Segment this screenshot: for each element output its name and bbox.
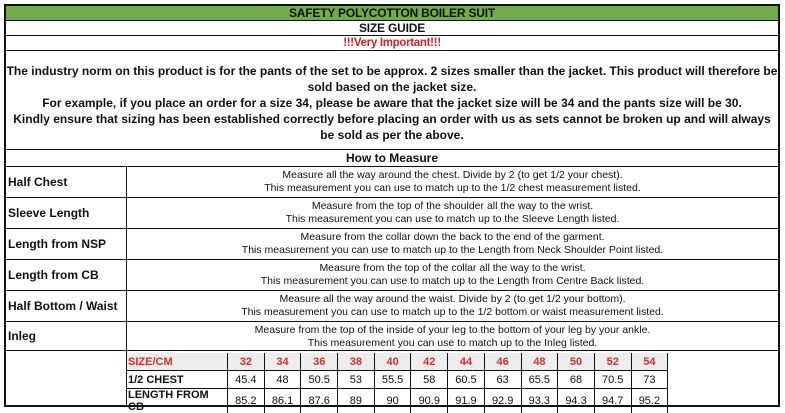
size-cell: 48 — [521, 353, 558, 371]
size-cell: 40 — [374, 353, 411, 371]
size-cell: 52 — [594, 353, 631, 371]
value-cell: 92.9 — [484, 389, 521, 413]
value-cell: 45.4 — [228, 371, 265, 389]
notice-line-2: For example, if you place an order for a size 34, please be aware that the jacket size will be 34 and the pants size will be 30. — [6, 95, 778, 111]
size-cell: 38 — [338, 353, 375, 371]
measure-label: Inleg — [6, 322, 127, 350]
value-cell: 55.5 — [374, 371, 411, 389]
measure-usage: This measurement you can use to match up to the Inleg listed. — [127, 337, 778, 350]
sizing-notice — [4, 51, 780, 150]
measure-row-half-bottom-waist — [4, 291, 780, 322]
measure-instruction: Measure from the collar down the back to the end of the garment. — [127, 231, 778, 244]
measure-description — [127, 229, 778, 259]
value-cell: 85.2 — [228, 389, 265, 413]
value-cell: 94.3 — [558, 389, 595, 413]
measure-row-half-chest — [4, 167, 780, 198]
measure-description — [127, 198, 778, 228]
important-banner: !!!Very Important!!! — [4, 36, 780, 51]
value-cell: 68 — [558, 371, 595, 389]
size-cell: 46 — [484, 353, 521, 371]
size-cell: 44 — [448, 353, 485, 371]
product-title: SAFETY POLYCOTTON BOILER SUIT — [4, 4, 780, 21]
value-cell: 86.1 — [264, 389, 301, 413]
measure-instruction: Measure all the way around the waist. Divide by 2 (to get 1/2 your bottom). — [127, 293, 778, 306]
value-cell: 70.5 — [594, 371, 631, 389]
size-guide-heading: SIZE GUIDE — [4, 21, 780, 36]
value-cell: 60.5 — [448, 371, 485, 389]
measure-usage: This measurement you can use to match up to the 1/2 chest measurement listed. — [127, 182, 778, 195]
size-guide-sheet — [4, 4, 780, 407]
measure-usage: This measurement you can use to match up to the Sleeve Length listed. — [127, 213, 778, 226]
measure-instruction: Measure from the top of the collar all the way to the wrist. — [127, 262, 778, 275]
measure-usage: This measurement you can use to match up to the 1/2 bottom or waist measurement listed. — [127, 306, 778, 319]
value-cell: 94.7 — [594, 389, 631, 413]
value-cell: 87.6 — [301, 389, 338, 413]
notice-line-3: Kindly ensure that sizing has been established correctly before placing an order with us as sets cannot be broken up and will always be sold as per the above. — [6, 111, 778, 143]
measure-label: Half Chest — [6, 167, 127, 197]
value-cell: 91.9 — [448, 389, 485, 413]
size-cell: 36 — [301, 353, 338, 371]
measure-instruction: Measure from the top of the inside of your leg to the bottom of your leg by your ankle. — [127, 324, 778, 337]
measure-description — [127, 322, 778, 350]
value-cell: 58 — [411, 371, 448, 389]
measure-description — [127, 291, 778, 321]
value-cell: 63 — [484, 371, 521, 389]
empty-label-cell — [6, 351, 127, 405]
measure-label: Half Bottom / Waist — [6, 291, 127, 321]
measure-label: Sleeve Length — [6, 198, 127, 228]
measure-usage: This measurement you can use to match up to the Length from Centre Back listed. — [127, 275, 778, 288]
value-cell: 89 — [338, 389, 375, 413]
measure-row-sleeve-length — [4, 198, 780, 229]
table-row-half-chest — [127, 371, 668, 389]
value-cell: 65.5 — [521, 371, 558, 389]
measure-row-inleg — [4, 322, 780, 351]
size-header-row — [127, 353, 668, 371]
size-cell: 32 — [228, 353, 265, 371]
value-cell: 73 — [631, 371, 668, 389]
measure-label: Length from CB — [6, 260, 127, 290]
measure-row-length-cb — [4, 260, 780, 291]
value-cell: 90 — [374, 389, 411, 413]
size-chart-table — [127, 353, 668, 413]
size-cell: 42 — [411, 353, 448, 371]
row-label: LENGTH FROM CB — [127, 389, 228, 413]
size-cell: 50 — [558, 353, 595, 371]
value-cell: 93.3 — [521, 389, 558, 413]
size-header-label: SIZE/CM — [127, 353, 228, 371]
measure-description — [127, 167, 778, 197]
measure-instruction: Measure all the way around the chest. Divide by 2 (to get 1/2 your chest). — [127, 169, 778, 182]
measure-description — [127, 260, 778, 290]
value-cell: 90.9 — [411, 389, 448, 413]
size-cell: 34 — [264, 353, 301, 371]
measure-usage: This measurement you can use to match up to the Length from Neck Shoulder Point listed. — [127, 244, 778, 257]
measure-row-length-nsp — [4, 229, 780, 260]
measure-instruction: Measure from the top of the shoulder all the way to the wrist. — [127, 200, 778, 213]
value-cell: 48 — [264, 371, 301, 389]
notice-line-1: The industry norm on this product is for the pants of the set to be approx. 2 sizes smaller than the jacket. This product will therefore be sold based on the jacket size. — [6, 63, 778, 95]
value-cell: 53 — [338, 371, 375, 389]
size-cell: 54 — [631, 353, 668, 371]
value-cell: 95.2 — [631, 389, 668, 413]
measure-label: Length from NSP — [6, 229, 127, 259]
table-row-length-from-cb — [127, 389, 668, 413]
value-cell: 50.5 — [301, 371, 338, 389]
size-chart-section — [4, 351, 780, 407]
row-label: 1/2 CHEST — [127, 371, 228, 389]
how-to-measure-heading: How to Measure — [4, 150, 780, 167]
